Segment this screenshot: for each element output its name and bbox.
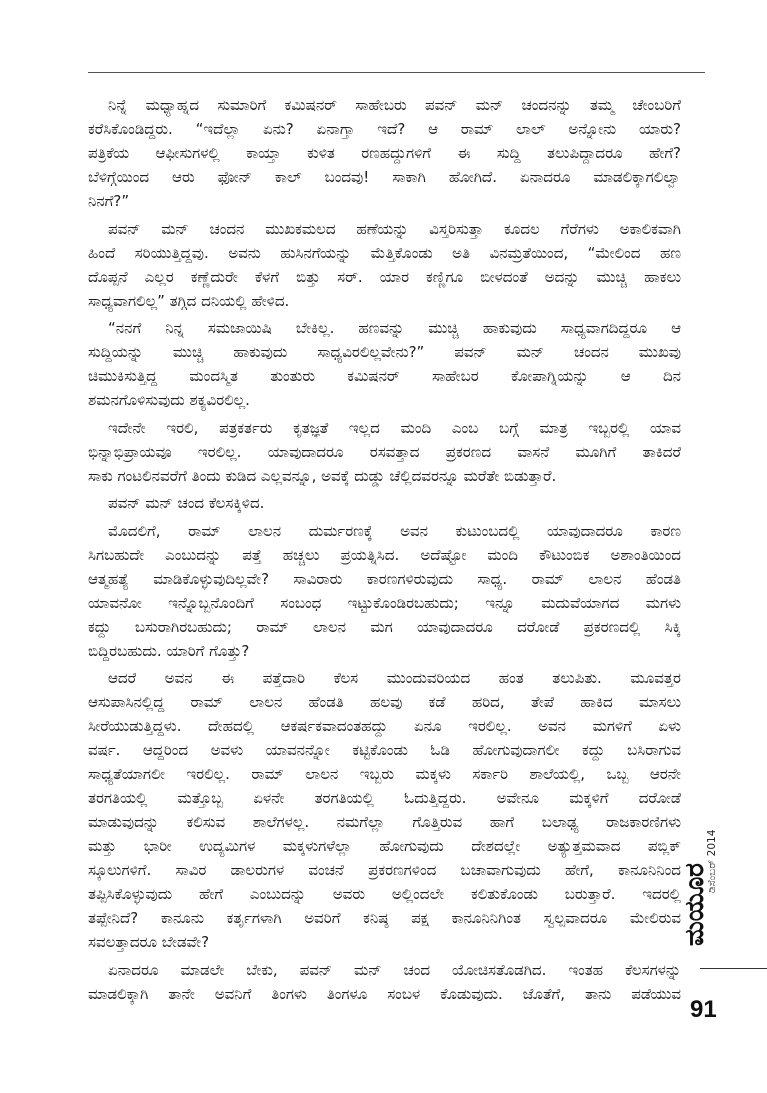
article-line: ಯಾವನೋ ಇನ್ನೊಬ್ಬನೊಂದಿಗೆ ಸಂಬಂಧ ಇಟ್ಟುಕೊಂಡಿರಬಹುದು; ಇನ್ನೂ ಮದುವೆಯಾಗದ ಮಗಳು	[88, 593, 681, 612]
paragraph	[88, 416, 681, 488]
article-line: ಬಿದ್ದಿರಬಹುದು. ಯಾರಿಗೆ ಗೊತ್ತು?	[88, 641, 250, 660]
article-line: ಹಿಂದೆ ಸರಿಯುತ್ತಿದ್ದವು. ಅವನು ಹುಸಿನಗೆಯನ್ನು ಮೆತ್ತಿಕೊಂಡು ಅತಿ ವಿನಮ್ರತೆಯಿಂದ, “ಮೇಲಿಂದ ಹಣ	[88, 243, 681, 262]
article-line: ಮತ್ತು ಭಾರೀ ಉದ್ಯಮಿಗಳ ಮಕ್ಕಳುಗಳೆಲ್ಲಾ ಹೋಗುವುದು ದೇಶದಲ್ಲೇ ಅತ್ಯುತ್ತಮವಾದ ಪಬ್ಲಿಕ್	[88, 837, 681, 855]
article-line: ಆಸುಪಾಸಿನಲ್ಲಿದ್ದ ರಾಮ್ ಲಾಲನ ಹೆಂಡತಿ ಹಲವು ಕಡೆ ಹರಿದ, ತೇಪೆ ಹಾಕಿದ ಮಾಸಲು	[88, 693, 681, 711]
article-line: ಕರೆಸಿಕೊಂಡಿದ್ದರು. “ಇದೆಲ್ಲಾ ಏನು? ಏನಾಗ್ತಾ ಇದೆ? ಆ ರಾಮ್ ಲಾಲ್ ಅನ್ನೋನು ಯಾರು?	[88, 120, 681, 138]
issue-date: ಡಿಸೆಂಬರ್ 2014	[706, 829, 718, 893]
article-line: ಸೀರೆಯುಡುತ್ತಿದ್ದಳು. ದೇಹದಲ್ಲಿ ಆಕರ್ಷಕವಾದಂತಹದ್ದು ಏನೂ ಇರಲಿಲ್ಲ. ಅವನ ಮಗಳಿಗೆ ಏಳು	[88, 717, 681, 735]
article-line: ಪವನ್ ಮನ್ ಚಂದ ಕೆಲಸಕ್ಕಿಳಿದ.	[108, 494, 265, 512]
article-line: ಮೊದಲಿಗೆ, ರಾಮ್ ಲಾಲನ ದುರ್ಮರಣಕ್ಕೆ ಅವನ ಕುಟುಂಬದಲ್ಲಿ ಯಾವುದಾದರೂ ಕಾರಣ	[108, 521, 681, 540]
article-line: ತಪ್ಪಿಸಿಕೊಳ್ಳುವುದು ಹೇಗೆ ಎಂಬುದನ್ನು ಅವರು ಅಲ್ಲಿಂದಲೇ ಕಲಿತುಕೊಂಡು ಬರುತ್ತಾರೆ. ಇದರಲ್ಲಿ	[88, 885, 681, 903]
paragraph	[88, 666, 681, 954]
article-line: ಸಾಧ್ಯತೆಯಾಗಲೀ ಇರಲಿಲ್ಲ. ರಾಮ್ ಲಾಲನ ಇಬ್ಬರು ಮಕ್ಕಳು ಸರ್ಕಾರಿ ಶಾಲೆಯಲ್ಲಿ, ಒಬ್ಬ ಆರನೇ	[88, 765, 681, 783]
paragraph	[88, 93, 681, 213]
footer-rule	[700, 968, 767, 969]
page-number: 91	[690, 996, 717, 1023]
article-line: ಇದೇನೇ ಇರಲಿ, ಪತ್ರಕರ್ತರು ಕೃತಜ್ಞತೆ ಇಲ್ಲದ ಮಂದಿ ಎಂಬ ಬಗ್ಗೆ ಮಾತ್ರ ಇಬ್ಬರಲ್ಲಿ ಯಾವ	[108, 418, 681, 437]
article-line: ಸ್ಕೂಲುಗಳಿಗೆ. ಸಾವಿರ ಡಾಲರುಗಳ ವಂಚನೆ ಪ್ರಕರಣಗಳಿಂದ ಬಚಾವಾಗುವುದು ಹೇಗೆ, ಕಾನೂನಿನಿಂದ	[88, 861, 681, 879]
article-line: ಆತ್ಮಹತ್ಯೆ ಮಾಡಿಕೊಳ್ಳುವುದಿಲ್ಲವೇ? ಸಾವಿರಾರು ಕಾರಣಗಳಿರುವುದು ಸಾಧ್ಯ. ರಾಮ್ ಲಾಲನ ಹೆಂಡತಿ	[88, 569, 681, 588]
article-line: ಸಾಧ್ಯವಾಗಲಿಲ್ಲ” ತಗ್ಗಿದ ದನಿಯಲ್ಲಿ ಹೇಳಿದ.	[88, 291, 290, 310]
article-line: ಸಿಗಬಹುದೇ ಎಂಬುದನ್ನು ಪತ್ತೆ ಹಚ್ಚಲು ಪ್ರಯತ್ನಿಸಿದ. ಅದೆಷ್ಟೋ ಮಂದಿ ಕೌಟುಂಬಿಕ ಅಶಾಂತಿಯಿಂದ	[88, 545, 681, 564]
article-body	[88, 93, 681, 1009]
paragraph	[88, 217, 681, 313]
article-line: ಪತ್ರಿಕೆಯ ಆಫೀಸುಗಳಲ್ಲಿ ಕಾಯ್ತಾ ಕುಳಿತ ರಣಹದ್ದುಗಳಿಗೆ ಈ ಸುದ್ದಿ ತಲುಪಿದ್ದಾದರೂ ಹೇಗೆ?	[88, 144, 681, 162]
article-line: ವರ್ಷ. ಆದ್ದರಿಂದ ಅವಳು ಯಾವನನ್ನೋ ಕಟ್ಟಿಕೊಂಡು ಓಡಿ ಹೋಗುವುದಾಗಲೀ ಕದ್ದು ಬಸಿರಾಗುವ	[88, 741, 681, 759]
article-line: ಭಿನ್ನಾಭಿಪ್ರಾಯವೂ ಇರಲಿಲ್ಲ. ಯಾವುದಾದರೂ ರಸವತ್ತಾದ ಪ್ರಕರಣದ ವಾಸನೆ ಮೂಗಿಗೆ ತಾಕಿದರೆ	[88, 442, 681, 461]
article-line: ಕದ್ದು ಬಸುರಾಗಿರಬಹುದು; ರಾಮ್ ಲಾಲನ ಮಗ ಯಾವುದಾದರೂ ದರೋಡೆ ಪ್ರಕರಣದಲ್ಲಿ ಸಿಕ್ಕಿ	[88, 617, 681, 636]
article-line: ಆದರೆ ಅವನ ಈ ಪತ್ತೆದಾರಿ ಕೆಲಸ ಮುಂದುವರಿಯದ ಹಂತ ತಲುಪಿತು. ಮೂವತ್ತರ	[108, 669, 681, 687]
article-line: ತಪ್ಪೇನಿದೆ? ಕಾನೂನು ಕರ್ತೃಗಳಾಗಿ ಅವರಿಗೆ ಕನಿಷ್ಠ ಪಕ್ಷ ಕಾನೂನಿನಿಗಿಂತ ಸ್ವಲ್ಪವಾದರೂ ಮೇಲಿರುವ	[88, 909, 681, 927]
article-line: ನಿನ್ನೆ ಮಧ್ಯಾಹ್ನದ ಸುಮಾರಿಗೆ ಕಮಿಷನರ್ ಸಾಹೇಬರು ಪವನ್ ಮನ್ ಚಂದನನ್ನು ತಮ್ಮ ಚೇಂಬರಿಗೆ	[108, 96, 681, 114]
paragraph	[88, 316, 681, 412]
article-line: “ನನಗೆ ನಿನ್ನ ಸಮಜಾಯಿಷಿ ಬೇಕಿಲ್ಲ. ಹಣವನ್ನು ಮುಚ್ಚಿ ಹಾಕುವುದು ಸಾಧ್ಯವಾಗದಿದ್ದರೂ ಆ	[108, 319, 681, 337]
article-line: ತರಗತಿಯಲ್ಲಿ ಮತ್ತೊಬ್ಬ ಏಳನೇ ತರಗತಿಯಲ್ಲಿ ಓದುತ್ತಿದ್ದರು. ಅವೇನೂ ಮಕ್ಕಳಿಗೆ ದರೋಡೆ	[88, 789, 681, 807]
article-line: ಸವಲತ್ತಾದರೂ ಬೇಡವೇ?	[88, 933, 210, 951]
article-line: ಚಿಮುಕಿಸುತ್ತಿದ್ದ ಮಂದಸ್ಮಿತ ತುಂತುರು ಕಮಿಷನರ್ ಸಾಹೇಬರ ಕೋಪಾಗ್ನಿಯನ್ನು ಆ ದಿನ	[88, 367, 681, 385]
magazine-logo: ಮಯೂರ	[680, 863, 710, 947]
article-line: ಬೆಳಿಗ್ಗೆಯಿಂದ ಆರು ಫೋನ್ ಕಾಲ್ ಬಂದವು! ಸಾಕಾಗಿ ಹೋಗಿದೆ. ಏನಾದರೂ ಮಾಡಲಿಕ್ಕಾಗಲಿಲ್ವಾ	[88, 168, 681, 186]
article-line: ಪವನ್ ಮನ್ ಚಂದನ ಮುಖಕಮಲದ ಹಣೆಯನ್ನು ವಿಸ್ತರಿಸುತ್ತಾ ಕೂದಲ ಗೆರೆಗಳು ಅಕಾಲಿಕವಾಗಿ	[108, 219, 681, 238]
article-line: ದೊಪ್ಪನೆ ಎಲ್ಲರ ಕಣ್ಣೆದುರೇ ಕೆಳಗೆ ಬಿತ್ತು ಸರ್. ಯಾರ ಕಣ್ಣಿಗೂ ಬೀಳದಂತೆ ಅದನ್ನು ಮುಚ್ಚಿ ಹಾಕಲು	[88, 267, 681, 286]
paragraph	[88, 958, 681, 1006]
paragraph	[88, 519, 681, 663]
article-line: ಶಮನಗೊಳಿಸುವುದು ಶಕ್ಯವಿರಲಿಲ್ಲ.	[88, 391, 250, 409]
article-line: ಮಾಡುವುದನ್ನು ಕಲಿಸುವ ಶಾಲೆಗಳಲ್ಲ. ನಮಗೆಲ್ಲಾ ಗೊತ್ತಿರುವ ಹಾಗೆ ಬಲಾಢ್ಯ ರಾಜಕಾರಣಿಗಳು	[88, 813, 681, 831]
article-line: ಸಾಕು ಗಂಟಲಿನವರೆಗೆ ತಿಂದು ಕುಡಿದ ಎಲ್ಲವನ್ನೂ, ಅವಕ್ಕೆ ದುಡ್ಡು ಚೆಲ್ಲಿದವರನ್ನೂ ಮರೆತೇ ಬಿಡುತ್ತಾರೆ.	[88, 466, 557, 485]
article-line: ಏನಾದರೂ ಮಾಡಲೇ ಬೇಕು, ಪವನ್ ಮನ್ ಚಂದ ಯೋಚಿಸತೊಡಗಿದ. ಇಂತಹ ಕೆಲಸಗಳನ್ನು	[108, 960, 681, 979]
article-line: ನಿನಗೆ?”	[88, 192, 130, 210]
article-line: ಮಾಡಲಿಕ್ಕಾಗಿ ತಾನೇ ಅವನಿಗೆ ತಿಂಗಳು ತಿಂಗಳೂ ಸಂಬಳ ಕೊಡುವುದು. ಜೊತೆಗೆ, ತಾನು ಪಡೆಯುವ	[88, 984, 681, 1003]
paragraph	[88, 491, 681, 515]
top-rule	[88, 72, 705, 73]
article-line: ಸುದ್ದಿಯನ್ನು ಮುಚ್ಚಿ ಹಾಕುವುದು ಸಾಧ್ಯವಿರಲಿಲ್ಲವೇನು?” ಪವನ್ ಮನ್ ಚಂದನ ಮುಖವು	[88, 343, 681, 361]
